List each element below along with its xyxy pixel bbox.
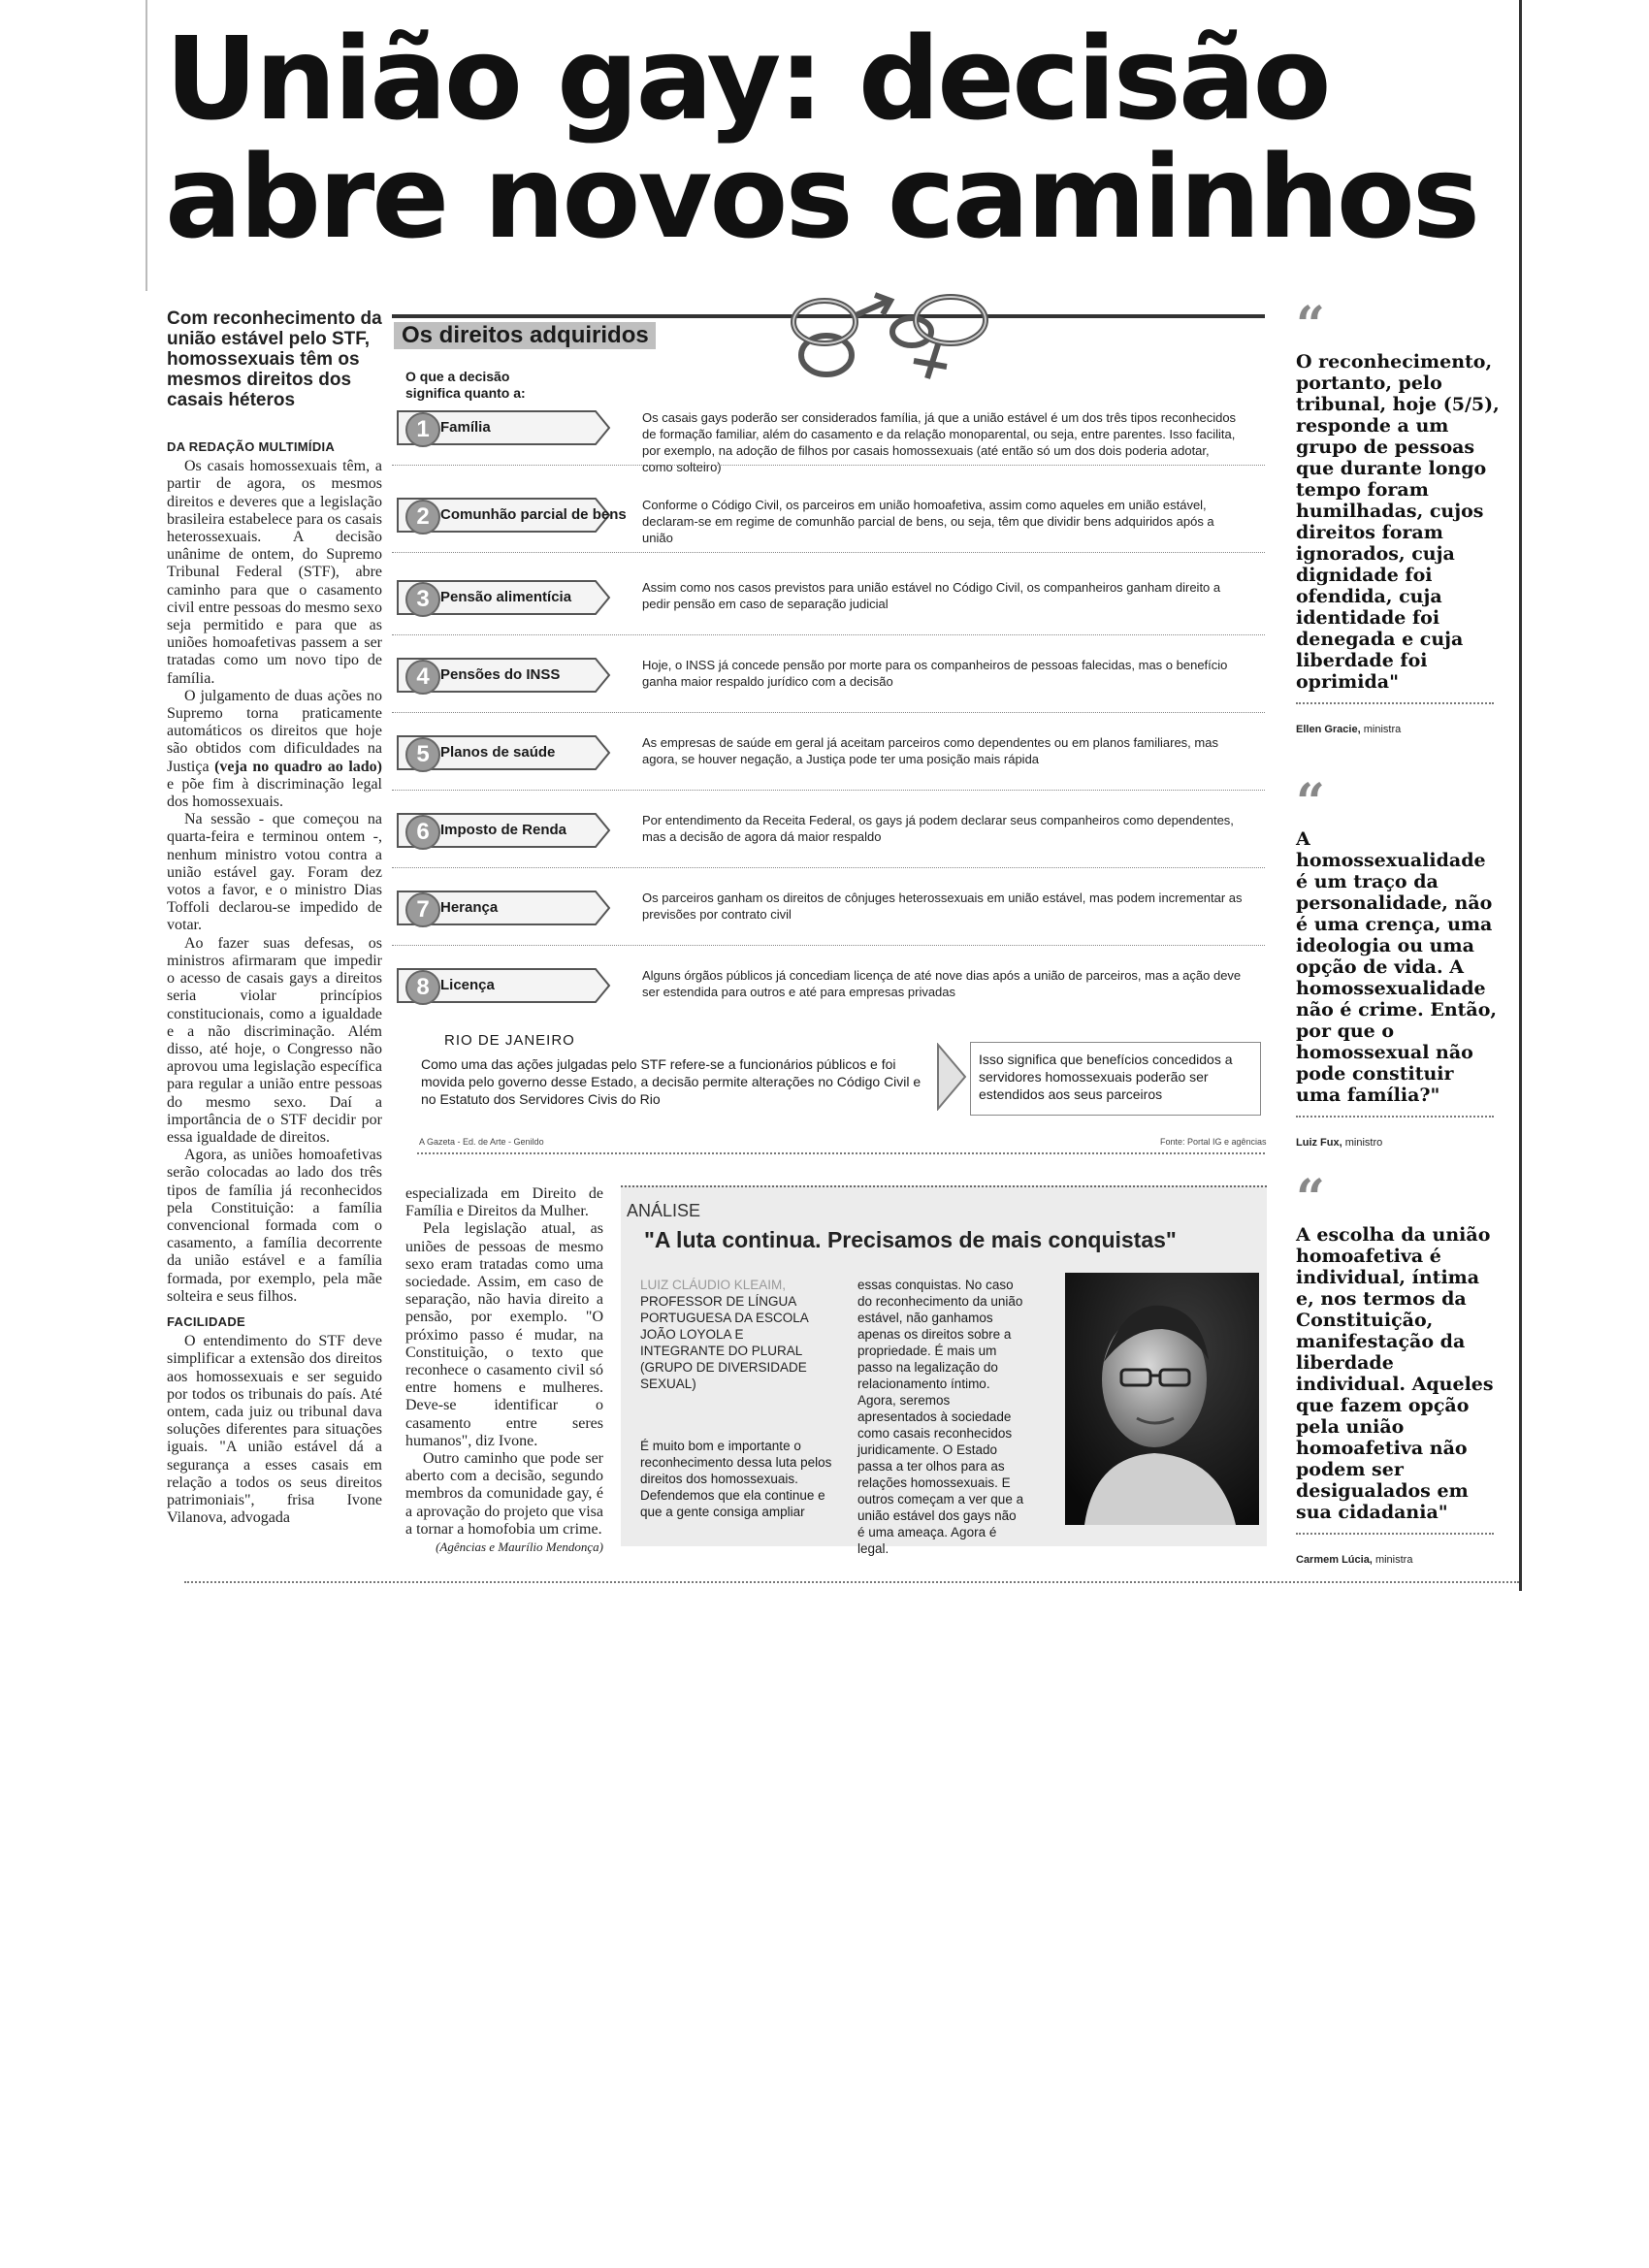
right-tab [396, 888, 611, 928]
right-row-7 [392, 878, 1265, 946]
quote-name: Luiz Fux, [1296, 1137, 1342, 1149]
quote-mark-icon: “ [1296, 773, 1325, 832]
quote-name: Ellen Gracie, [1296, 724, 1361, 735]
analysis-title: "A luta continua. Precisamos de mais conquistas" [644, 1227, 1177, 1252]
quote-attribution [1296, 724, 1500, 735]
item-label: Imposto de Renda [440, 822, 567, 838]
right-row-8 [392, 956, 1265, 1023]
analysis-col1-text: É muito bom e importante o reconhecimento dessa luta pelos direitos dos homossexuais. Defendemos que ela continue e que a gente consiga ampliar [640, 1439, 832, 1519]
right-row-4 [392, 645, 1265, 713]
analysis-author: LUIZ CLÁUDIO KLEAIM, [640, 1278, 787, 1292]
row-separator [392, 552, 1265, 553]
body-paragraph: Ao fazer suas defesas, os ministros afirmaram que impedir o acesso de casais gays a direitos seria violar princípios constitucionais, como a igualdade e a não discriminação. Além disso, até hoje, o Congresso não aprovou uma legislação específica para regular a união entre pessoas do mesmo sexo. Daí a importância de o STF decidir por essa igualdade de direitos. [167, 934, 382, 1146]
item-number: 8 [405, 970, 440, 1005]
quote-mark-icon: “ [1296, 1169, 1325, 1228]
item-label: Comunhão parcial de bens [440, 506, 627, 523]
quote-rule [1296, 1116, 1494, 1118]
item-description: Conforme o Código Civil, os parceiros em união homoafetiva, assim como aqueles em união estável, declaram-se em regime de comunhão parcial de bens, ou seja, têm que dividir bens adquiridos após a união [642, 498, 1214, 545]
item-number: 4 [405, 660, 440, 695]
item-description: Os parceiros ganham os direitos de cônjuges heterossexuais em união estável, mas podem incrementar as previsões por contrato civil [642, 891, 1243, 922]
agency-credit: (Agências e Maurílio Mendonça) [436, 1539, 603, 1555]
right-row-6 [392, 800, 1265, 868]
body-column-2 [405, 1185, 603, 1556]
right-tab [396, 495, 627, 535]
item-number: 6 [405, 815, 440, 850]
analysis-author-desc: PROFESSOR DE LÍNGUA PORTUGUESA DA ESCOLA JOÃO LOYOLA E INTEGRANTE DO PLURAL (GRUPO DE DIVERSIDADE SEXUAL) [640, 1294, 809, 1391]
item-label: Pensões do INSS [440, 666, 561, 683]
item-label: Pensão alimentícia [440, 589, 572, 605]
body-paragraph: O julgamento de duas ações no Supremo torna praticamente automáticos os direitos que hoje são obtidos com dificuldades na Justiça (veja no quadro ao lado) e põe fim à discriminação legal dos homossexuais. [167, 687, 383, 811]
item-label: Família [440, 419, 491, 436]
item-description: Hoje, o INSS já concede pensão por morte para os companheiros de pessoas falecidas, mas o benefício ganha maior respaldo jurídico com a decisão [642, 658, 1228, 689]
item-label: Herança [440, 899, 499, 916]
row-separator [392, 634, 1265, 635]
headline [165, 12, 1523, 264]
quote-attribution [1296, 1554, 1500, 1566]
right-row-1 [392, 398, 1265, 474]
box-title: Os direitos adquiridos [394, 322, 656, 349]
item-number: 2 [405, 500, 440, 535]
box-reference: (veja no quadro ao lado) [214, 758, 383, 775]
art-credit: A Gazeta - Ed. de Arte - Genildo [419, 1137, 544, 1147]
right-tab [396, 577, 611, 618]
right-tab [396, 655, 611, 696]
item-description: Os casais gays poderão ser considerados família, já que a união estável é um dos três tipos reconhecidos de formação familiar, além do casamento e da relação monoparental, ou seja, entre parentes. Isso facilita, por exemplo, na adoção de filhos por casais homossexuais (até então só um dos dois poderia adotar, como solteiro) [642, 410, 1237, 474]
author-photo [1065, 1273, 1259, 1525]
headline-line-2: abre novos caminhos [165, 130, 1478, 264]
arrow-right-icon [936, 1043, 967, 1111]
quote-name: Carmem Lúcia, [1296, 1554, 1373, 1566]
rio-result-box [970, 1042, 1261, 1116]
item-label: Planos de saúde [440, 744, 556, 761]
right-row-5 [392, 723, 1265, 791]
item-number: 3 [405, 582, 440, 617]
quote-text: O reconhecimento, portanto, pelo tribunal, hoje (5/5), responde a um grupo de pessoas que durante longo tempo foram humilhadas, cujos direitos foram ignorados, cuja dignidade foi ofendida, cuja identidade foi denegada e cuja liberdade foi oprimida" [1296, 351, 1500, 693]
body-paragraph: Os casais homossexuais têm, a partir de agora, os mesmos direitos e deveres que a legislação brasileira estabelece para os casais heterossexuais. A decisão unânime de ontem, do Supremo Tribunal Federal (STF), abre caminho para que o casamento civil entre pessoas do mesmo sexo seja permitido e para que as uniões homoafetivas passem a ser tratadas como um novo tipo de família. [167, 458, 382, 687]
right-row-3 [392, 567, 1265, 635]
dek: Com reconhecimento da união estável pelo STF, homossexuais têm os mesmos direitos dos casais héteros [167, 308, 382, 410]
byline: DA REDAÇÃO MULTIMÍDIA [167, 439, 336, 454]
quote-role: ministro [1344, 1137, 1383, 1149]
rio-heading: RIO DE JANEIRO [444, 1032, 575, 1049]
page-left-edge [146, 0, 147, 291]
body-paragraph: especializada em Direito de Família e Direitos da Mulher. [405, 1185, 603, 1220]
subhead-facilidade: FACILIDADE [167, 1313, 245, 1329]
rio-result-text: Isso significa que benefícios concedidos a servidores homossexuais poderão ser estendidos aos seus parceiros [979, 1052, 1233, 1102]
quote-rule [1296, 1533, 1494, 1535]
body-paragraph: Agora, as uniões homoafetivas serão colocadas ao lado dos três tipos de família já reconhecidos pela Constituição: a família convencional formada com o casamento, a família decorrente da união estável e a família formada, por exemplo, pela mãe solteira e seus filhos. [167, 1147, 382, 1305]
pull-quote-1 [1296, 296, 1500, 735]
source-credit: Fonte: Portal IG e agências [1160, 1137, 1267, 1147]
gender-symbols-icon [766, 281, 1009, 388]
analysis-author-block [640, 1277, 815, 1392]
item-description: As empresas de saúde em geral já aceitam parceiros como dependentes ou em planos familiares, mas agora, se houver negação, a Justiça pode ter uma posição mais rápida [642, 735, 1218, 766]
body-paragraph: Na sessão - que começou na quarta-feira e terminou ontem -, nenhum ministro votou contra a união estável gay. Foram dez votos a favor, e o ministro Dias Toffoli declarou-se impedido de votar. [167, 811, 382, 934]
right-tab [396, 810, 611, 851]
row-separator [392, 945, 1265, 946]
analysis-col2-text: essas conquistas. No caso do reconhecimento da união estável, não ganhamos apenas os direitos sobre a propriedade. É mais um passo na legalização do relacionamento íntimo. Agora, seremos apresentados à sociedade como casais reconhecidos juridicamente. O Estado passa a ter olhos para as relações homossexuais. E outros começam a ver que a união estável dos gays não é uma ameaça. Agora é legal. [857, 1278, 1024, 1556]
quote-text: A homossexualidade é um traço da personalidade, não é uma crença, uma ideologia ou uma opção de vida. A homossexualidade não é crime. Então, por que o homossexual não pode constituir uma família?" [1296, 828, 1498, 1106]
item-description: Assim como nos casos previstos para união estável no Código Civil, os companheiros ganham direito a pedir pensão em caso de separação judicial [642, 580, 1221, 611]
quote-text: A escolha da união homoafetiva é individual, íntima e, nos termos da Constituição, manifestação da liberdade individual. Aqueles que fazem opção pela união homoafetiva não podem ser desigualados em sua cidadania" [1296, 1224, 1494, 1523]
headline-line-1: União gay: decisão [165, 12, 1329, 146]
item-label: Licença [440, 977, 495, 993]
right-tab [396, 732, 611, 773]
rio-text: Como uma das ações julgadas pelo STF refere-se a funcionários públicos e foi movida pelo governo desse Estado, a decisão permite alterações no Código Civil e no Estatuto dos Servidores Civis do Rio [421, 1056, 922, 1107]
row-separator [392, 465, 1265, 466]
quote-role: ministra [1363, 724, 1402, 735]
right-tab [396, 965, 611, 1006]
item-number: 7 [405, 892, 440, 927]
row-separator [392, 790, 1265, 791]
item-description: Por entendimento da Receita Federal, os gays já podem declarar seus companheiros como dependentes, mas a decisão de agora dá maior respaldo [642, 813, 1234, 844]
right-row-2 [392, 485, 1265, 553]
pull-quote-3 [1296, 1169, 1500, 1566]
analysis-kicker: ANÁLISE [627, 1201, 701, 1220]
analysis-box [621, 1185, 1267, 1556]
quote-rule [1296, 702, 1494, 704]
body-paragraph: Outro caminho que pode ser aberto com a decisão, segundo membros da comunidade gay, é a aprovação do projeto que visa a tornar a homofobia um crime. [405, 1450, 603, 1538]
box-bottom-rule [417, 1152, 1265, 1154]
item-description: Alguns órgãos públicos já concediam licença de até nove dias após a união de parceiros, mas a ação deve ser estendida para outros e até para empresas privadas [642, 968, 1242, 999]
quote-role: ministra [1374, 1554, 1413, 1566]
item-number: 5 [405, 737, 440, 772]
box-intro: O que a decisão significa quanto a: [405, 369, 526, 401]
body-column-1 [167, 438, 382, 1527]
row-separator [392, 867, 1265, 868]
page-bottom-rule [184, 1581, 1519, 1583]
body-paragraph: O entendimento do STF deve simplificar a extensão dos direitos aos homossexuais e ser seguido por todos os tribunais do país. Até ontem, cada juiz ou tribunal dava soluções diferentes para situações iguais. "A união estável dá a segurança a esses casais em relação a todos os seus direitos patrimoniais", frisa Ivone Vilanova, advogada [167, 1333, 382, 1527]
body-paragraph: Pela legislação atual, as uniões de pessoas de mesmo sexo eram tratadas como uma sociedade. Assim, em caso de separação, não havia direito a pensão, por exemplo. "O próximo passo é mudar, na Constituição, o texto que reconhece o casamento civil só entre homens e mulheres. Deve-se identificar o casamento entre seres humanos", diz Ivone. [405, 1220, 603, 1449]
quote-mark-icon: “ [1296, 296, 1325, 355]
right-tab [396, 407, 611, 448]
pull-quote-2 [1296, 773, 1500, 1149]
row-separator [392, 712, 1265, 713]
quote-attribution [1296, 1137, 1500, 1149]
item-number: 1 [405, 412, 440, 447]
